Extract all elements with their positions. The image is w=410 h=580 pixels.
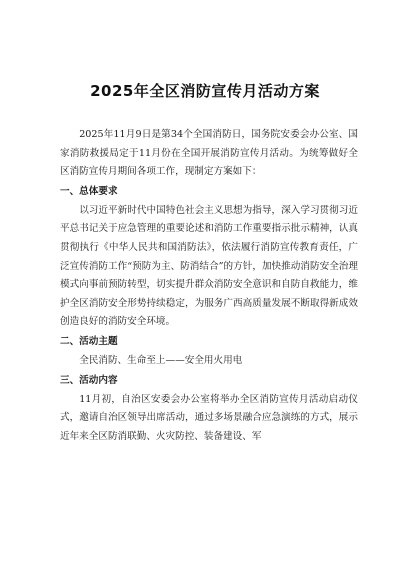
section-heading-content: 三、活动内容 (60, 374, 118, 386)
section-text-theme: 全民消防、生命至上——安全用火用电 (79, 354, 243, 366)
section-text-general-requirements: 以习近平新时代中国特色社会主义思想为指导，深入学习贯彻习近平总书记关于应急管理的重要论述和消防工作重要指示批示精神，认真贯彻执行《中华人民共和国消防法》，依法履行消防宣传教育责任，广泛宣传消防工作“预防为主、防消结合”的方针，加快推动消防安全治理模式向事前预防转型，切实提升群众消防安全意识和自防自救能力，维护全区消防安全形势持续稳定，为服务广西高质量发展不断取得新成效创造良好的消防安全环境。 (60, 204, 358, 328)
intro-paragraph: 2025年11月9日是第34个全国消防日，国务院安委会办公室、国家消防救援局定于11月份在全国开展消防宣传月活动。为统筹做好全区消防宣传月期间各项工作，现制定方案如下： (60, 129, 358, 178)
document-title: 2025年全区消防宣传月活动方案 (90, 82, 320, 100)
document-body (60, 126, 358, 446)
section-text-content: 11月初，自治区安委会办公室将举办全区消防宣传月活动启动仪式，邀请自治区领导出席活动，通过多场景融合应急演练的方式，展示近年来全区防消联勤、火灾防控、装备建设、军 (60, 393, 358, 442)
section-heading-theme: 二、活动主题 (60, 335, 118, 347)
section-heading-general-requirements: 一、总体要求 (60, 185, 118, 197)
